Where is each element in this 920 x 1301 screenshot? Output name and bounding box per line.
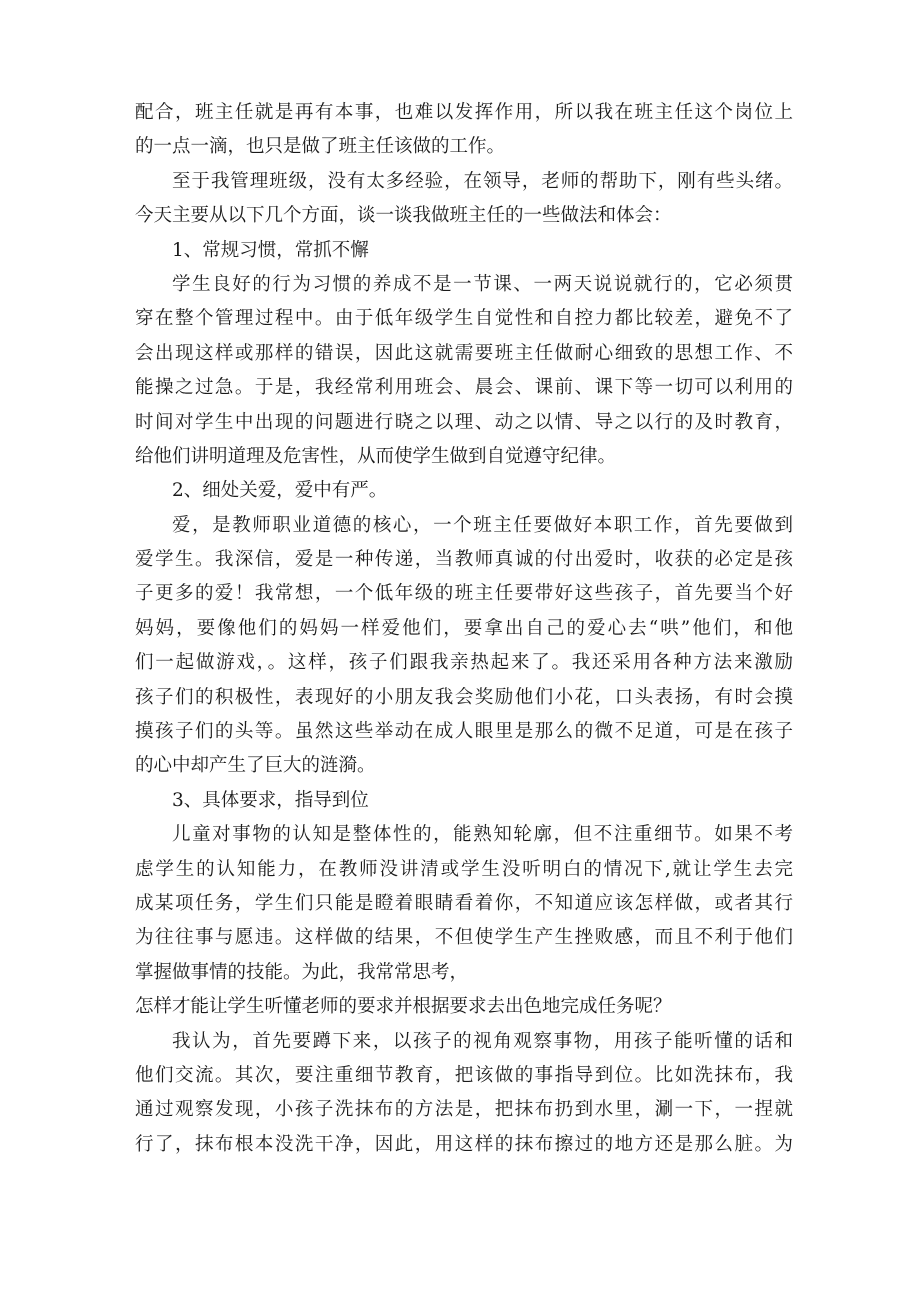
section-heading-1 <box>135 234 793 268</box>
paragraph-overview <box>135 165 793 234</box>
text-line: 能操之过急。于是，我经常利用班会、晨会、课前、课下等一切可以利用的 <box>135 377 793 399</box>
text-line: 他们交流。其次，要注重细节教育，把该做的事指导到位。比如洗抹布，我 <box>135 1064 793 1086</box>
paragraph-love <box>135 509 793 784</box>
heading-line: 1、常规习惯，常抓不懈 <box>172 239 369 261</box>
text-line: 今天主要从以下几个方面，谈一谈我做班主任的一些做法和体会： <box>135 205 672 227</box>
text-line: 至于我管理班级，没有太多经验，在领导，老师的帮助下，刚有些头绪。 <box>172 170 793 192</box>
text-line: 们一起做游戏，。这样，孩子们跟我亲热起来了。我还采用各种方法来激励 <box>135 652 793 674</box>
text-line: 配合，班主任就是再有本事，也难以发挥作用，所以我在班主任这个岗位上 <box>135 102 793 123</box>
text-line: 子更多的爱！我常想，一个低年级的班主任要带好这些孩子，首先要当个好 <box>135 583 793 605</box>
text-line: 成某项任务，学生们只能是瞪着眼睛看着你，不知道应该怎样做，或者其行 <box>135 892 793 914</box>
section-heading-3 <box>135 784 793 818</box>
section-heading-2 <box>135 474 793 508</box>
text-line: 摸孩子们的头等。虽然这些举动在成人眼里是那么的微不足道，可是在孩子 <box>135 721 793 743</box>
paragraph-requirements <box>135 818 793 1024</box>
text-line: 爱学生。我深信，爱是一种传递，当教师真诚的付出爱时，收获的必定是孩 <box>135 549 793 571</box>
text-line: 掌握做事情的技能。为此，我常常思考， <box>135 961 469 983</box>
text-line: 穿在整个管理过程中。由于低年级学生自觉性和自控力都比较差，避免不了 <box>135 308 793 330</box>
text-line: 给他们讲明道理及危害性，从而使学生做到自觉遵守纪律。 <box>135 445 617 467</box>
text-line: 孩子们的积极性，表现好的小朋友我会奖励他们小花，口头表扬，有时会摸 <box>135 686 793 708</box>
paragraph-intro-continued <box>135 96 793 165</box>
paragraph-guidance <box>135 1025 793 1163</box>
text-line: 的心中却产生了巨大的涟漪。 <box>135 755 376 777</box>
text-line: 通过观察发现，小孩子洗抹布的方法是，把抹布扔到水里，涮一下，一捏就 <box>135 1099 793 1121</box>
text-line: 会出现这样或那样的错误，因此这就需要班主任做耐心细致的思想工作、不 <box>135 342 793 364</box>
heading-line: 2、细处关爱，爱中有严。 <box>172 480 388 502</box>
text-line: 虑学生的认知能力，在教师没讲清或学生没听明白的情况下,就让学生去完 <box>135 858 793 880</box>
text-line: 妈妈，要像他们的妈妈一样爱他们，要拿出自己的爱心去“哄”他们，和他 <box>135 617 793 639</box>
paragraph-habits <box>135 268 793 474</box>
text-line: 我认为，首先要蹲下来，以孩子的视角观察事物，用孩子能听懂的话和 <box>172 1030 793 1052</box>
text-line: 为往往事与愿违。这样做的结果，不但使学生产生挫败感，而且不利于他们 <box>135 927 793 949</box>
text-line: 行了，抹布根本没洗干净，因此，用这样的抹布擦过的地方还是那么脏。为 <box>135 1133 793 1155</box>
text-line: 的一点一滴，也只是做了班主任该做的工作。 <box>135 136 506 158</box>
text-line: 怎样才能让学生听懂老师的要求并根据要求去出色地完成任务呢？ <box>135 996 672 1018</box>
text-line: 学生良好的行为习惯的养成不是一节课、一两天说说就行的，它必须贯 <box>172 273 793 295</box>
text-line: 儿童对事物的认知是整体性的，能熟知轮廓，但不注重细节。如果不考 <box>172 824 793 846</box>
heading-line: 3、具体要求，指导到位 <box>172 789 369 811</box>
text-line: 时间对学生中出现的问题进行晓之以理、动之以情、导之以行的及时教育， <box>135 411 793 433</box>
text-line: 爱，是教师职业道德的核心，一个班主任要做好本职工作，首先要做到 <box>172 514 793 536</box>
